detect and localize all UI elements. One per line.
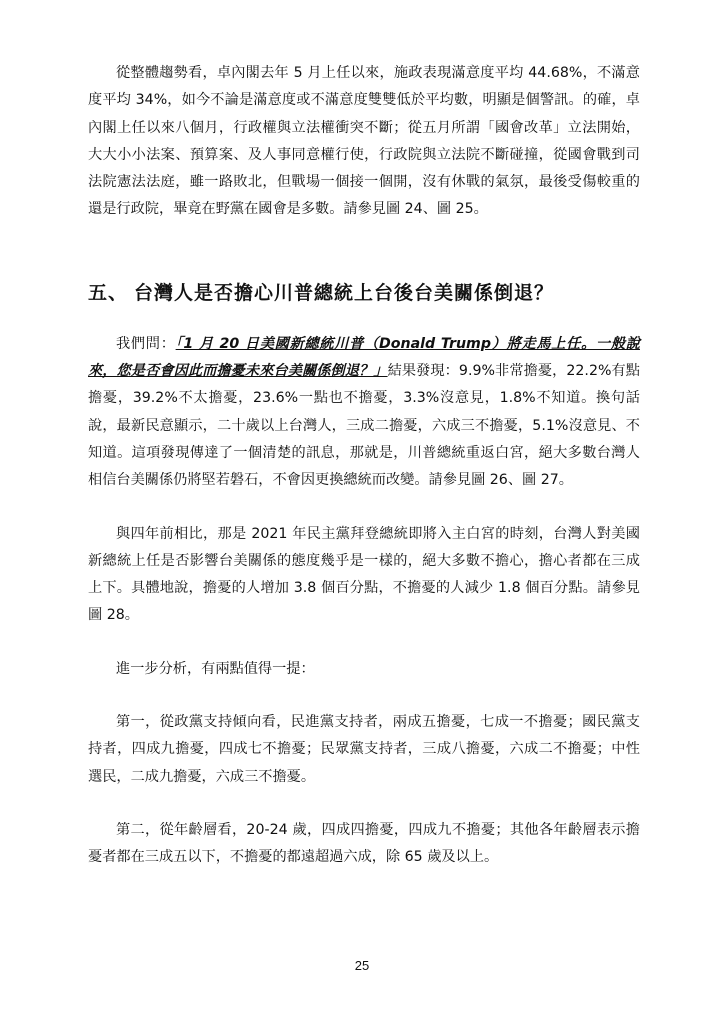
- survey-question-text: 「1 月 20 日美國新總統川普（Donald Trump）將走馬上任。一般說來，您是否會因此而擔憂未來台美關係倒退？」: [88, 335, 640, 380]
- section-number: 五、: [88, 281, 129, 304]
- paragraph-overall-trend: 從整體趨勢看，卓內閣去年 5 月上任以來，施政表現滿意度平均 44.68%，不滿意度平均 34%，如今不論是滿意度或不滿意度雙雙低於平均數，明顯是個警訊。的確，卓內閣上任以來八個月，行政權與立法權衝突不斷；從五月所謂「國會改革」立法開始，大大小小法案、預算案、及人事同意權行使，行政院與立法院不斷碰撞，從國會戰到司法院憲法法庭，雖一路敗北，但戰場一個接一個開，沒有休戰的氣氛，最後受傷較重的還是行政院，畢竟在野黨在國會是多數。請參見圖 24、圖 25。: [88, 65, 640, 218]
- survey-results-text: 結果發現：9.9%非常擔憂，22.2%有點擔憂，39.2%不太擔憂，23.6%一點也不擔憂，3.3%沒意見，1.8%不知道。換句話說，最新民意顯示，二十歲以上台灣人，三成二擔憂，六成三不擔憂，5.1%沒意見、不知道。這項發現傳達了一個清楚的訊息，那就是，川普總統重返白宮，絕大多數台灣人相信台美關係仍將堅若磐石，不會因更換總統而改變。請參見圖 26、圖 27。: [88, 363, 640, 489]
- document-page: [88, 60, 640, 872]
- page-number: 25: [354, 958, 370, 973]
- section-heading: [88, 278, 640, 305]
- paragraph-comparison-2021: 與四年前相比，那是 2021 年民主黨拜登總統即將入主白宮的時刻，台灣人對美國新總統上任是否影響台美關係的態度幾乎是一樣的，絕大多數不擔心，擔心者都在三成上下。具體地說，擔憂的人增加 3.8 個百分點，不擔憂的人減少 1.8 個百分點。請參見圖 28。: [88, 525, 640, 624]
- paragraph-survey-question: [88, 331, 640, 495]
- paragraph-further-analysis: 進一步分析，有兩點值得一提：: [116, 660, 315, 677]
- question-prefix: 我們問：: [116, 335, 176, 352]
- section-title: 台灣人是否擔心川普總統上台後台美關係倒退？: [134, 281, 555, 304]
- paragraph-age-analysis: 第二，從年齡層看，20-24 歲，四成四擔憂，四成九不擔憂；其他各年齡層表示擔憂者都在三成五以下，不擔憂的都遠超過六成，除 65 歲及以上。: [88, 821, 640, 866]
- paragraph-party-analysis: 第一，從政黨支持傾向看，民進黨支持者，兩成五擔憂，七成一不擔憂；國民黨支持者，四成九擔憂，四成七不擔憂；民眾黨支持者，三成八擔憂，六成二不擔憂；中性選民，二成九擔憂，六成三不擔憂。: [88, 714, 640, 785]
